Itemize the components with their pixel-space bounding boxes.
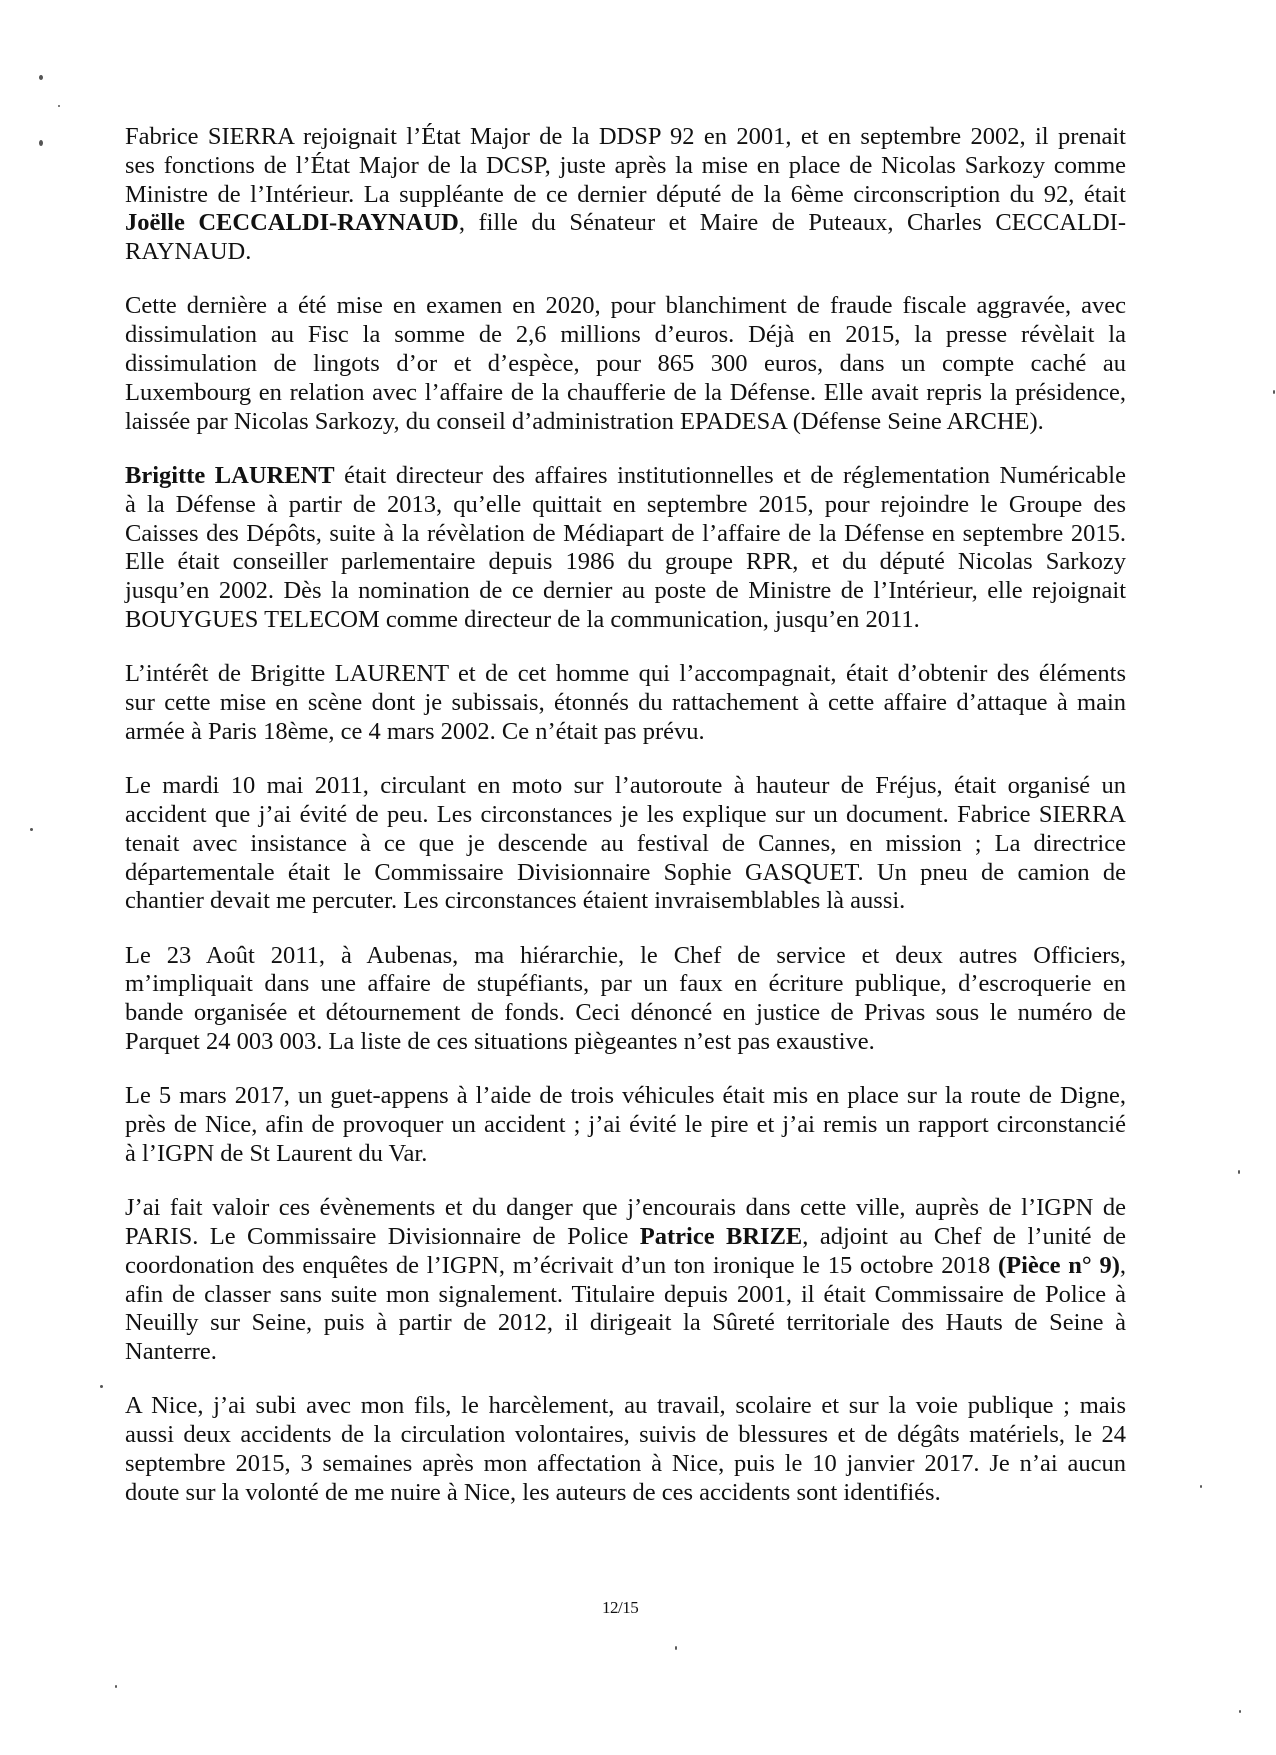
text-line <box>125 1450 1126 1479</box>
scan-speck <box>30 828 33 831</box>
text-segment: à l’IGPN de St Laurent du Var. <box>125 1139 428 1167</box>
bold-text: Patrice BRIZE <box>639 1223 803 1250</box>
scan-speck <box>39 75 43 80</box>
text-segment: , <box>1119 1251 1126 1279</box>
text-line <box>125 350 1126 379</box>
paragraph <box>125 123 1126 267</box>
text-segment: Nanterre. <box>125 1338 217 1366</box>
text-line <box>125 548 1126 577</box>
text-segment: doute sur la volonté de me nuire à Nice, les auteurs de ces accidents sont identifiés. <box>125 1478 941 1506</box>
text-segment: aussi deux accidents de la circulation volontaires, suivis de blessures et de dégâts matériels, le 24 <box>125 1421 1126 1449</box>
text-segment: Luxembourg en relation avec l’affaire de la chaufferie de la Défense. Elle avait repris la présidence, <box>125 378 1126 406</box>
text-line <box>125 152 1126 181</box>
text-segment: dissimulation au Fisc la somme de 2,6 millions d’euros. Déjà en 2015, la presse révèlait la <box>125 321 1126 349</box>
text-segment: afin de classer sans suite mon signalement. Titulaire depuis 2001, il était Commissaire de Police à <box>125 1280 1126 1308</box>
text-line <box>125 1194 1126 1223</box>
paragraph <box>125 462 1126 635</box>
text-line <box>125 1421 1126 1450</box>
bold-text: (Pièce n° 9) <box>997 1251 1120 1279</box>
text-line <box>125 1338 1126 1367</box>
text-line <box>125 942 1126 971</box>
text-segment: Caisses des Dépôts, suite à la révèlation de Médiapart de l’affaire de la Défense en septembre 2015. <box>125 519 1126 547</box>
text-segment: m’impliquait dans une affaire de stupéfiants, par un faux en écriture publique, d’escroquerie en <box>125 970 1126 998</box>
text-line <box>125 491 1126 520</box>
text-line <box>125 830 1126 859</box>
text-line <box>125 801 1126 830</box>
text-segment: Le 5 mars 2017, un guet-appens à l’aide de trois véhicules était mis en place sur la route de Digne, <box>125 1082 1126 1110</box>
text-line <box>125 1281 1126 1310</box>
text-line <box>125 379 1126 408</box>
text-segment: , fille du Sénateur et Maire de Puteaux, Charles CECCALDI- <box>458 209 1126 237</box>
text-line <box>125 292 1126 321</box>
text-line <box>125 772 1126 801</box>
scan-speck <box>39 140 43 146</box>
text-line <box>125 859 1126 888</box>
text-line <box>125 1252 1126 1281</box>
text-segment: Parquet 24 003 003. La liste de ces situations piègeantes n’est pas exaustive. <box>125 1028 875 1056</box>
text-line <box>125 1309 1126 1338</box>
text-segment: bande organisée et détournement de fonds. Ceci dénoncé en justice de Privas sous le numéro de <box>125 999 1126 1027</box>
text-line <box>125 181 1126 210</box>
text-segment: tenait avec insistance à ce que je descende au festival de Cannes, en mission ; La directrice <box>125 829 1126 857</box>
text-line <box>125 238 1126 267</box>
text-line <box>125 408 1126 437</box>
text-segment: Fabrice SIERRA rejoignait l’État Major de la DDSP 92 en 2001, et en septembre 2002, il prenait <box>125 123 1126 150</box>
text-line <box>125 1223 1126 1252</box>
text-line <box>125 321 1126 350</box>
bold-text: Joëlle CECCALDI-RAYNAUD <box>125 209 459 237</box>
paragraph <box>125 772 1126 916</box>
paragraph <box>125 292 1126 436</box>
text-segment: PARIS. Le Commissaire Divisionnaire de Police <box>125 1223 640 1250</box>
text-line <box>125 1028 1126 1057</box>
paragraph <box>125 1392 1126 1507</box>
scan-speck <box>675 1646 677 1650</box>
text-line <box>125 1479 1126 1508</box>
text-segment: Ministre de l’Intérieur. La suppléante de ce dernier député de la 6ème circonscription du 92, était <box>125 180 1126 208</box>
text-line <box>125 123 1126 152</box>
text-line <box>125 1140 1126 1169</box>
text-line <box>125 1111 1126 1140</box>
text-line <box>125 577 1126 606</box>
text-segment: Le 23 Août 2011, à Aubenas, ma hiérarchie, le Chef de service et deux autres Officiers, <box>125 941 1126 969</box>
text-line <box>125 1392 1126 1421</box>
text-segment: L’intérêt de Brigitte LAURENT et de cet homme qui l’accompagnait, était d’obtenir des éléments <box>125 660 1126 688</box>
text-segment: accident que j’ai évité de peu. Les circonstances je les explique sur un document. Fabrice SIERRA <box>125 800 1126 828</box>
text-segment: A Nice, j’ai subi avec mon fils, le harcèlement, au travail, scolaire et sur la voie publique ; mais <box>125 1392 1126 1420</box>
text-line <box>125 660 1126 689</box>
text-segment: à la Défense à partir de 2013, qu’elle quittait en septembre 2015, pour rejoindre le Groupe des <box>125 490 1126 518</box>
scan-speck <box>58 105 60 107</box>
paragraph <box>125 942 1126 1057</box>
text-line <box>125 887 1126 916</box>
text-segment: BOUYGUES TELECOM comme directeur de la communication, jusqu’en 2011. <box>125 605 920 633</box>
text-line <box>125 209 1126 238</box>
bold-text: Brigitte LAURENT <box>125 461 335 489</box>
paragraph <box>125 1194 1126 1367</box>
scan-speck <box>1273 390 1275 394</box>
text-segment: Le mardi 10 mai 2011, circulant en moto sur l’autoroute à hauteur de Fréjus, était organisé un <box>125 772 1126 800</box>
paragraph <box>125 660 1126 746</box>
text-segment: , adjoint au Chef de l’unité de <box>802 1223 1126 1250</box>
text-segment: sur cette mise en scène dont je subissais, étonnés du rattachement à cette affaire d’attaque à main <box>125 689 1126 717</box>
text-line <box>125 718 1126 747</box>
text-segment: RAYNAUD. <box>125 238 252 266</box>
text-segment: jusqu’en 2002. Dès la nomination de ce dernier au poste de Ministre de l’Intérieur, elle rejoignait <box>125 577 1126 605</box>
text-segment: était directeur des affaires institutionnelles et de réglementation Numéricable <box>334 461 1126 489</box>
text-segment: Neuilly sur Seine, puis à partir de 2012, il dirigeait la Sûreté territoriale des Hauts de Seine à <box>125 1309 1126 1337</box>
text-line <box>125 520 1126 549</box>
text-segment: ses fonctions de l’État Major de la DCSP, juste après la mise en place de Nicolas Sarkozy comme <box>125 151 1126 179</box>
page-number: 12/15 <box>602 1598 639 1617</box>
scan-speck <box>100 1385 103 1388</box>
text-segment: départementale était le Commissaire Divisionnaire Sophie GASQUET. Un pneu de camion de <box>125 858 1126 886</box>
text-segment: armée à Paris 18ème, ce 4 mars 2002. Ce n’était pas prévu. <box>125 717 705 745</box>
paragraph <box>125 1082 1126 1168</box>
text-segment: laissée par Nicolas Sarkozy, du conseil d’administration EPADESA (Défense Seine ARCHE). <box>125 407 1044 435</box>
text-segment: près de Nice, afin de provoquer un accident ; j’ai évité le pire et j’ai remis un rapport circonstancié <box>125 1111 1126 1139</box>
text-line <box>125 999 1126 1028</box>
text-segment: dissimulation de lingots d’or et d’espèce, pour 865 300 euros, dans un compte caché au <box>125 350 1126 378</box>
scan-speck <box>1239 1710 1241 1713</box>
scan-speck <box>1238 1170 1240 1174</box>
document-body <box>125 123 1126 1533</box>
text-segment: chantier devait me percuter. Les circonstances étaient invraisemblables là aussi. <box>125 887 906 915</box>
text-line <box>125 689 1126 718</box>
scan-speck <box>1200 1485 1202 1488</box>
text-line <box>125 1082 1126 1111</box>
scan-speck <box>115 1685 117 1688</box>
text-segment: J’ai fait valoir ces évènements et du danger que j’encourais dans cette ville, auprès de l’IGPN de <box>125 1194 1126 1222</box>
text-segment: Elle était conseiller parlementaire depuis 1986 du groupe RPR, et du député Nicolas Sarkozy <box>125 548 1126 576</box>
text-line <box>125 970 1126 999</box>
text-line <box>125 462 1126 491</box>
text-segment: septembre 2015, 3 semaines après mon affectation à Nice, puis le 10 janvier 2017. Je n’ai aucun <box>125 1450 1126 1478</box>
text-segment: coordonation des enquêtes de l’IGPN, m’écrivait d’un ton ironique le 15 octobre 2018 <box>125 1251 998 1279</box>
text-line <box>125 606 1126 635</box>
text-segment: Cette dernière a été mise en examen en 2020, pour blanchiment de fraude fiscale aggravée, avec <box>125 292 1126 320</box>
